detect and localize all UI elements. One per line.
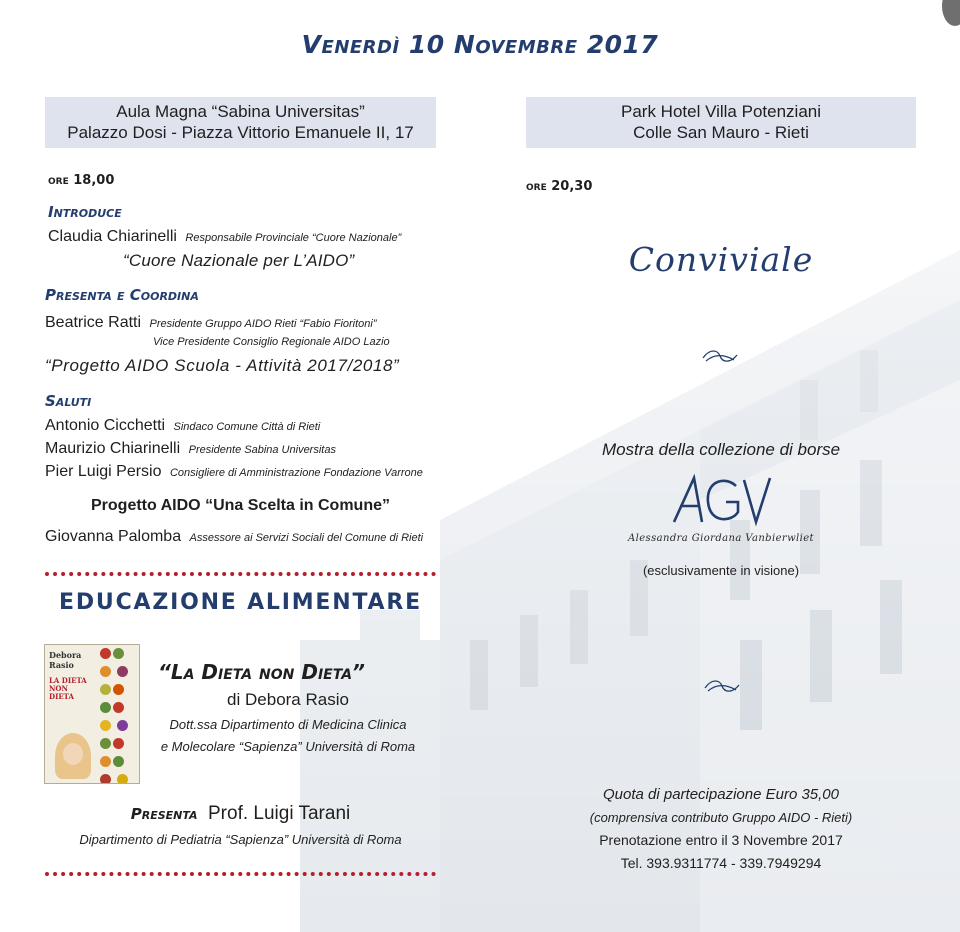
progetto-role: Assessore ai Servizi Sociali del Comune di Rieti xyxy=(189,532,424,544)
presenter-label: Presenta xyxy=(130,805,198,823)
right-venue-name: Park Hotel Villa Potenziani xyxy=(620,102,821,121)
saluti-role: Consigliere di Amministrazione Fondazione Varrone xyxy=(169,467,423,479)
quota-text: Quota di partecipazione Euro 35,00 xyxy=(603,786,839,803)
saluti-name: Antonio Cicchetti xyxy=(45,417,166,434)
presenta-row xyxy=(45,314,377,332)
presenta-heading: Presenta e Coordina xyxy=(45,286,199,304)
agv-logo-icon xyxy=(666,472,776,528)
book-cover-image xyxy=(44,644,140,784)
contributo-text: (comprensiva contributo Gruppo AIDO - Rieti) xyxy=(589,810,853,825)
presenta-role1: Presidente Gruppo AIDO Rieti “Fabio Fioritoni” xyxy=(149,318,377,330)
progetto-row xyxy=(45,528,423,546)
telephone-text: Tel. 393.9311774 - 339.7949294 xyxy=(620,855,822,871)
saluti-heading: Saluti xyxy=(45,392,92,410)
right-venue-address: Colle San Mauro - Rieti xyxy=(633,123,809,142)
introduce-role: Responsabile Provinciale “Cuore Nazionale” xyxy=(185,232,402,244)
presenta-role2: Vice Presidente Consiglio Regionale AIDO Lazio xyxy=(153,336,390,348)
dotted-divider xyxy=(45,572,436,576)
left-venue-address: Palazzo Dosi - Piazza Vittorio Emanuele II, 17 xyxy=(67,123,414,142)
left-time: ore 18,00 xyxy=(48,173,115,188)
progetto-name: Giovanna Palomba xyxy=(45,528,182,545)
lecture-author: di Debora Rasio xyxy=(227,690,349,709)
lecture-affiliation-2: e Molecolare “Sapienza” Università di Roma xyxy=(160,739,416,754)
book-title: LA DIETA NON DIETA xyxy=(49,676,87,701)
mostra-text: Mostra della collezione di borse xyxy=(601,440,841,459)
ornament-flourish-icon xyxy=(700,346,740,368)
agv-logo xyxy=(526,472,916,544)
saluti-role: Sindaco Comune Città di Rieti xyxy=(173,421,321,433)
saluti-name: Maurizio Chiarinelli xyxy=(45,440,181,457)
right-venue xyxy=(526,97,916,148)
saluti-name: Pier Luigi Persio xyxy=(45,463,162,480)
agv-signature: Alessandra Giordana Vanbierwliet xyxy=(628,533,814,544)
lecture-affiliation-1: Dott.ssa Dipartimento di Medicina Clinica xyxy=(169,717,407,732)
ornament-flourish-icon xyxy=(702,676,742,698)
lecture-title: “La Dieta non Dieta” xyxy=(158,660,365,684)
saluti-role: Presidente Sabina Universitas xyxy=(188,444,336,456)
introduce-talk: “Cuore Nazionale per L’AIDO” xyxy=(123,251,355,270)
saluti-person-2 xyxy=(45,440,336,458)
presenter-row xyxy=(45,803,436,825)
left-venue xyxy=(45,97,436,148)
saluti-person-3 xyxy=(45,463,423,481)
presenter-affiliation: Dipartimento di Pediatria “Sapienza” Università di Roma xyxy=(79,832,402,847)
prenotazione-text: Prenotazione entro il 3 Novembre 2017 xyxy=(599,832,843,848)
introduce-name: Claudia Chiarinelli xyxy=(48,228,177,245)
visione-note: (esclusivamente in visione) xyxy=(642,563,800,578)
dotted-divider-bottom xyxy=(45,872,436,876)
conviviale-title: Conviviale xyxy=(628,240,814,279)
book-fruit-pattern xyxy=(99,647,137,784)
date-day: 10 xyxy=(408,30,445,59)
progetto-title: Progetto AIDO “Una Scelta in Comune” xyxy=(91,497,390,514)
educazione-title: EDUCAZIONE ALIMENTARE xyxy=(59,590,422,615)
book-author: Debora Rasio xyxy=(49,650,82,670)
date-weekday: Venerdì xyxy=(301,30,400,59)
right-time: ore 20,30 xyxy=(526,179,593,194)
date-month-year: Novembre 2017 xyxy=(453,30,659,59)
left-venue-name: Aula Magna “Sabina Universitas” xyxy=(116,102,365,121)
introduce-row xyxy=(48,228,401,246)
presenta-name: Beatrice Ratti xyxy=(45,314,142,331)
event-date xyxy=(0,30,960,59)
book-author-photo xyxy=(55,733,91,779)
presenter-name: Prof. Luigi Tarani xyxy=(208,803,351,824)
saluti-person-1 xyxy=(45,417,320,435)
introduce-heading: Introduce xyxy=(48,203,122,221)
presenta-talk: “Progetto AIDO Scuola - Attività 2017/2018” xyxy=(45,356,400,375)
